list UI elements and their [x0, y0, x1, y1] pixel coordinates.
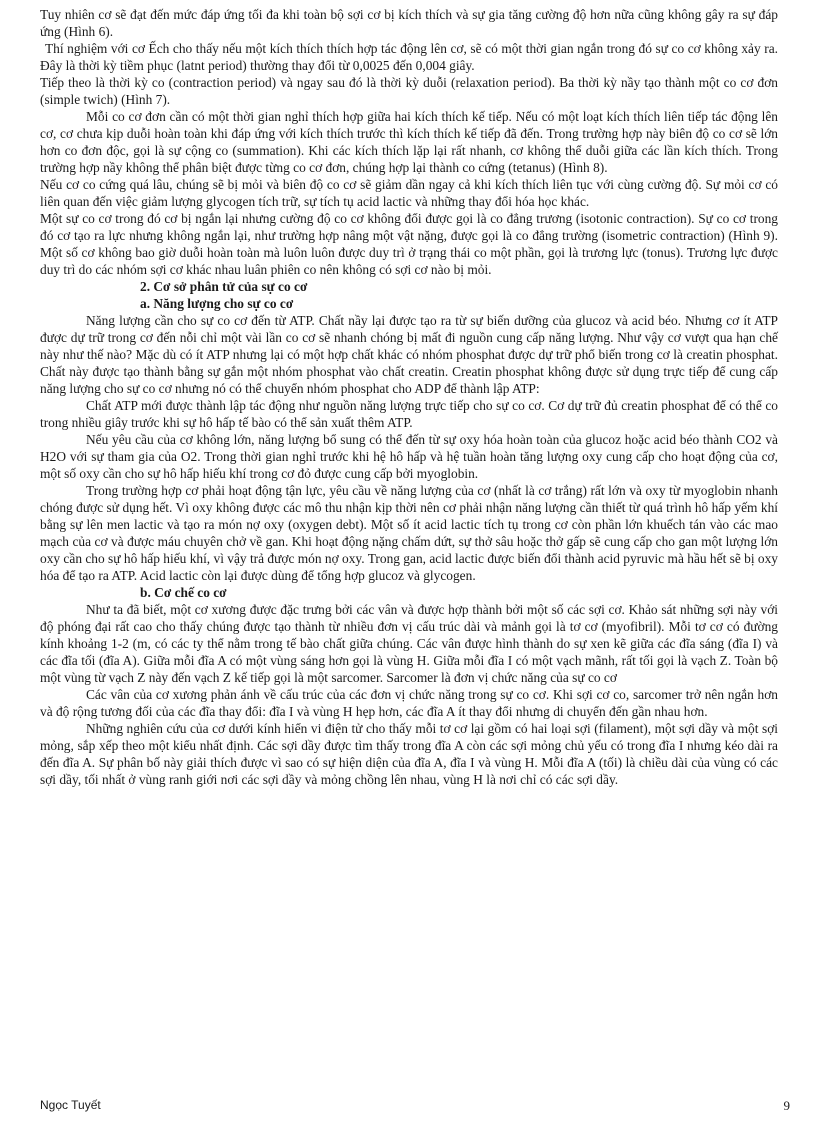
subsection-heading-mechanism: b. Cơ chế co cơ	[140, 585, 227, 600]
paragraph-filaments: Những nghiên cứu của cơ dưới kính hiển vi điện tử cho thấy mỗi tơ cơ lại gồm có hai loại sợi (filament), một sợi dầy và một sợi mỏng, sắp xếp theo một kiểu nhất định. Các sợi dầy được tìm thấy trong đĩa A còn các sợi mỏng chủ yếu có trong đĩa I nhưng kéo dài ra đến đĩa A. Sự phân bố này giải thích được vì sao có sự hiện diện của đĩa A, đĩa I và vùng H. Mỗi đĩa A (tối) là chiều dài của vùng có các sợi dầy, tối nhất ở vùng ranh giới nơi các sợi dầy và mỏng chồng lên nhau, vùng H là nơi chỉ có các sợi dầy.	[40, 721, 778, 787]
paragraph-fatigue: Nếu cơ co cứng quá lâu, chúng sẽ bị mỏi và biên độ co cơ sẽ giảm dần ngay cả khi kích thích liên tục với cùng cường độ. Sự mỏi cơ có liên quan đến việc giảm lượng glycogen tích trữ, sự tích tụ acid lactic và những thay đổi hóa học khác.	[40, 177, 778, 209]
subsection-heading-energy: a. Năng lượng cho sự co cơ	[140, 296, 294, 311]
paragraph-contraction-period: Tiếp theo là thời kỳ co (contraction period) và ngay sau đó là thời kỳ duỗi (relaxation period). Ba thời kỳ nầy tạo thành một co cơ đơn (simple twich) (Hình 7).	[40, 75, 778, 107]
document-body	[40, 6, 778, 788]
paragraph-latent-period: Thí nghiệm với cơ Ếch cho thấy nếu một kích thích thích hợp tác động lên cơ, sẽ có một thời gian ngắn trong đó sự co cơ không xảy ra. Đây là thời kỳ tiềm phục (latnt period) thường thay đổi từ 0,0025 đến 0,004 giây.	[40, 41, 778, 73]
paragraph-summation: Mỗi co cơ đơn cần có một thời gian nghỉ thích hợp giữa hai kích thích kế tiếp. Nếu có một loạt kích thích liên tiếp tác động lên cơ, cơ chưa kịp duỗi hoàn toàn khi đáp ứng với kích thích trước thì kích thích kế tiếp đã đến. Trong trường hợp này biên độ co cơ sẽ lớn hơn co đơn độc, gọi là sự cộng co (summation). Khi các kích thích lặp lại rất nhanh, cơ không thể duỗi giữa các lần kích thích. Trong trường hợp nầy không thể phân biệt được từng co cơ đơn, chúng hợp lại thành co cứng (tetanus) (Hình 8).	[40, 109, 778, 175]
paragraph-atp-source: Năng lượng cần cho sự co cơ đến từ ATP. Chất nầy lại được tạo ra từ sự biến dưỡng của glucoz và acid béo. Nhưng cơ ít ATP được dự trữ trong cơ đến nỗi chỉ một vài lần co cơ sẽ nhanh chóng bị mất đi nguồn cung cấp năng lượng. Như vậy cơ vượt qua hạn chế này như thế nào? Mặc dù có ít ATP nhưng lại có một hợp chất khác có nhóm phosphat được dự trữ phổ biến trong cơ là creatin phosphat. Chất này được tạo thành bằng sự gắn một nhóm phosphat vào chất creatin. Creatin phosphat không được sử dụng trực tiếp để cung cấp năng lượng cho sự co cơ nhưng nó có thể chuyển nhóm phosphat cho ADP để thành lập ATP:	[40, 313, 778, 396]
paragraph-max-response: Tuy nhiên cơ sẽ đạt đến mức đáp ứng tối đa khi toàn bộ sợi cơ bị kích thích và sự gia tăng cường độ hơn nữa cũng không gây ra sự đáp ứng (Hình 6).	[40, 7, 778, 39]
paragraph-oxygen-debt: Trong trường hợp cơ phải hoạt động tận lực, yêu cầu về năng lượng của cơ (nhất là cơ trắng) rất lớn và oxy từ myoglobin nhanh chóng được sử dụng hết. Vì oxy không được các mô thu nhận kịp thời nên cơ phải nhận năng lượng cần thiết từ quá trình hô hấp yếm khí bằng sự lên men lactic và tạo ra món nợ oxy (oxygen debt). Một số ít acid lactic tích tụ trong cơ còn phần lớn khuếch tán vào các mao mạch của cơ và được máu chuyên chở về gan. Khi hoạt động nặng chấm dứt, sự thở sâu hoặc thở gấp sẽ cung cấp cho gan một lượng lớn oxy cần cho sự hô hấp hiếu khí, vì vậy trả được món nợ oxy. Trong gan, acid lactic được biến đổi thành acid pyruvic mà hầu hết sẽ bị oxy hóa để tạo ra ATP. Acid lactic còn lại được dùng để tổng hợp glucoz và glycogen.	[40, 483, 778, 583]
paragraph-new-atp: Chất ATP mới được thành lập tác động như nguồn năng lượng trực tiếp cho sự co cơ. Cơ dự trữ đủ creatin phosphat để có thể co trong nhiều giây trước khi sự hô hấp tế bào có thể sản xuất thêm ATP.	[40, 398, 778, 430]
page-number: 9	[783, 1098, 790, 1113]
paragraph-myofibril: Như ta đã biết, một cơ xương được đặc trưng bởi các vân và được hợp thành bởi một số các sợi cơ. Khảo sát những sợi này với độ phóng đại rất cao cho thấy chúng được tạo thành từ nhiều đơn vị cấu trúc dài và mảnh gọi là tơ cơ (myofibril). Mỗi tơ cơ có đường kính khoảng 1-2 (m, có các ty thể nằm trong tế bào chất giữa chúng. Các vân được hình thành do sự xen kẽ giữa các đĩa sáng (đĩa I) và các đĩa tối (đĩa A). Giữa mỗi đĩa A có một vùng sáng hơn gọi là vùng H. Giữa mỗi đĩa I có một vạch mãnh, rất tối gọi là vạch Z. Toàn bộ một vùng từ vạch Z này đến vạch Z kế tiếp gọi là một sarcomer. Sarcomer là đơn vị chức năng của sự co cơ	[40, 602, 778, 685]
paragraph-aerobic: Nếu yêu cầu của cơ không lớn, năng lượng bổ sung có thể đến từ sự oxy hóa hoàn toàn của glucoz hoặc acid béo thành CO2 và H2O với sự tham gia của O2. Trong thời gian nghỉ trước khi hệ hô hấp và hệ tuần hoàn tăng lượng oxy cung cấp cho hoạt động của cơ, một số oxy cần cho sự hô hấp hiếu khí trong cơ đỏ được cung cấp bởi myoglobin.	[40, 432, 778, 481]
section-heading-molecular-basis: 2. Cơ sở phân tử của sự co cơ	[140, 279, 308, 294]
paragraph-isotonic: Một sự co cơ trong đó cơ bị ngắn lại nhưng cường độ co cơ không đổi được gọi là co đẳng trương (isotonic contraction). Sự co cơ trong đó cơ tạo ra lực nhưng không ngắn lại, như trường hợp nâng một vật nặng, được gọi là co đẳng trường (isometric contraction) (Hình 9). Một số cơ không bao giờ duỗi hoàn toàn mà luôn luôn được duy trì ở trạng thái co một phần, gọi là trương lực (tonus). Trương lực được duy trì do các nhóm sợi cơ khác nhau luân phiên co nên không có sợi cơ nào bị mỏi.	[40, 211, 778, 277]
footer-author: Ngọc Tuyết	[40, 1098, 101, 1112]
paragraph-striations: Các vân của cơ xương phản ánh về cấu trúc của các đơn vị chức năng trong sự co cơ. Khi sợi cơ co, sarcomer trở nên ngắn hơn và độ rộng tương đối của các đĩa thay đổi: đĩa I và vùng H hẹp hơn, các đĩa A ít thay đổi nhưng di chuyển đến gần nhau hơn.	[40, 687, 778, 719]
